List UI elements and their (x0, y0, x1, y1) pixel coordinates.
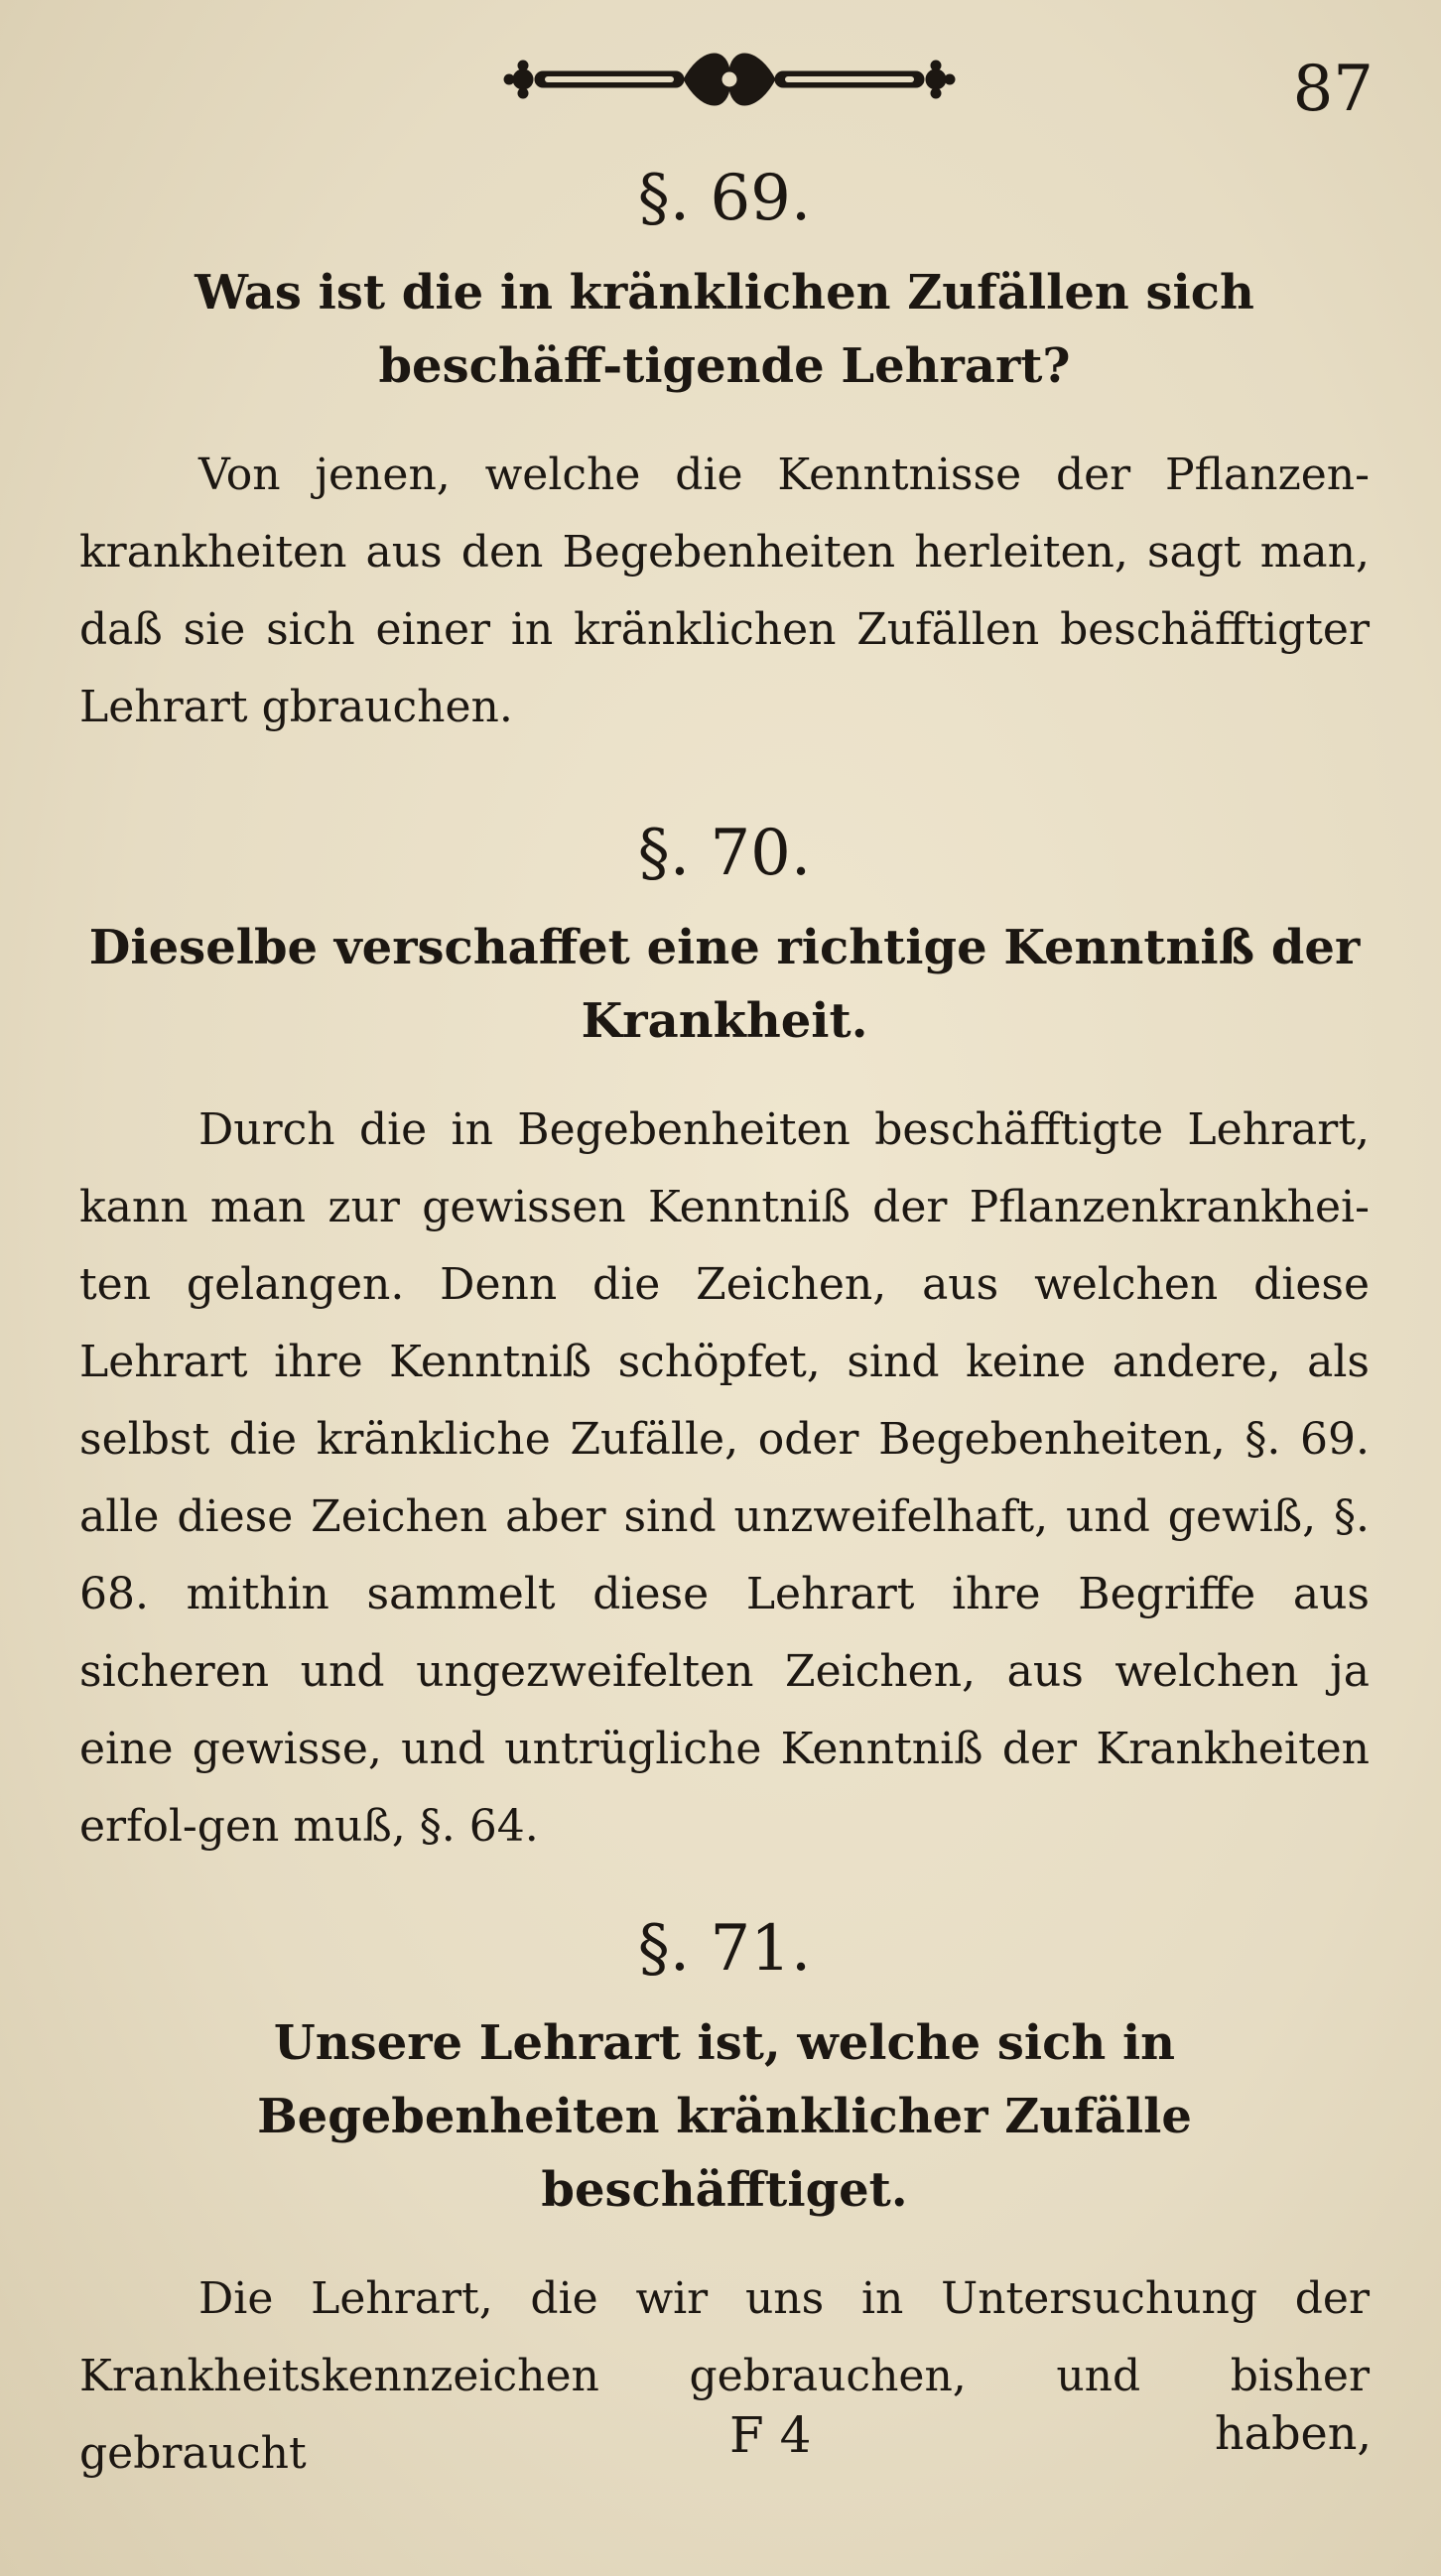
section-paragraph: Von jenen, welche die Kenntnisse der Pflanzen-krankheiten aus den Begebenheiten herleiten, sagt man, daß sie sich einer in kränklichen Zufällen beschäfftigter Lehrart gbrauchen. (79, 450, 1370, 732)
signature-mark: F 4 (729, 2406, 812, 2464)
section-69 (79, 159, 1370, 746)
catchword: haben, (1215, 2406, 1372, 2460)
section-number: §. 69. (637, 162, 812, 235)
section-title: Unsere Lehrart ist, welche sich in Begebenheiten kränklicher Zufälle beschäfftiget. (257, 2015, 1192, 2218)
section-paragraph: Durch die in Begebenheiten beschäfftigte Lehrart, kann man zur gewissen Kenntniß der Pflanzenkrankhei-ten gelangen. Denn die Zeichen, aus welchen diese Lehrart ihre Kenntniß schöpfet, sind keine andere, als selbst die kränkliche Zufälle, oder Begebenheiten, §. 69. alle diese Zeichen aber sind unzweifelhaft, und gewiß, §. 68. mithin sammelt diese Lehrart ihre Begriffe aus sicheren und ungezweifelten Zeichen, aus welchen ja eine gewisse, und untrügliche Kenntniß der Krankheiten erfol-gen muß, §. 64. (79, 1104, 1370, 1852)
page-header (0, 40, 1441, 129)
page-number: 87 (1292, 53, 1374, 126)
section-paragraph: Die Lehrart, die wir uns in Untersuchung der Krankheitskennzeichen gebrauchen, und bisher gebraucht (79, 2273, 1370, 2479)
page-content (79, 159, 1370, 2536)
section-number: §. 70. (637, 817, 812, 890)
section-title: Was ist die in kränklichen Zufällen sich beschäff-tigende Lehrart? (195, 265, 1254, 394)
section-title: Dieselbe verschaffet eine richtige Kenntniß der Krankheit. (88, 920, 1361, 1049)
section-70 (79, 814, 1370, 1866)
section-number: §. 71. (637, 1912, 812, 1986)
header-ornament-icon (501, 40, 958, 119)
page-footer (0, 2406, 1441, 2486)
section-71 (79, 1909, 1370, 2493)
